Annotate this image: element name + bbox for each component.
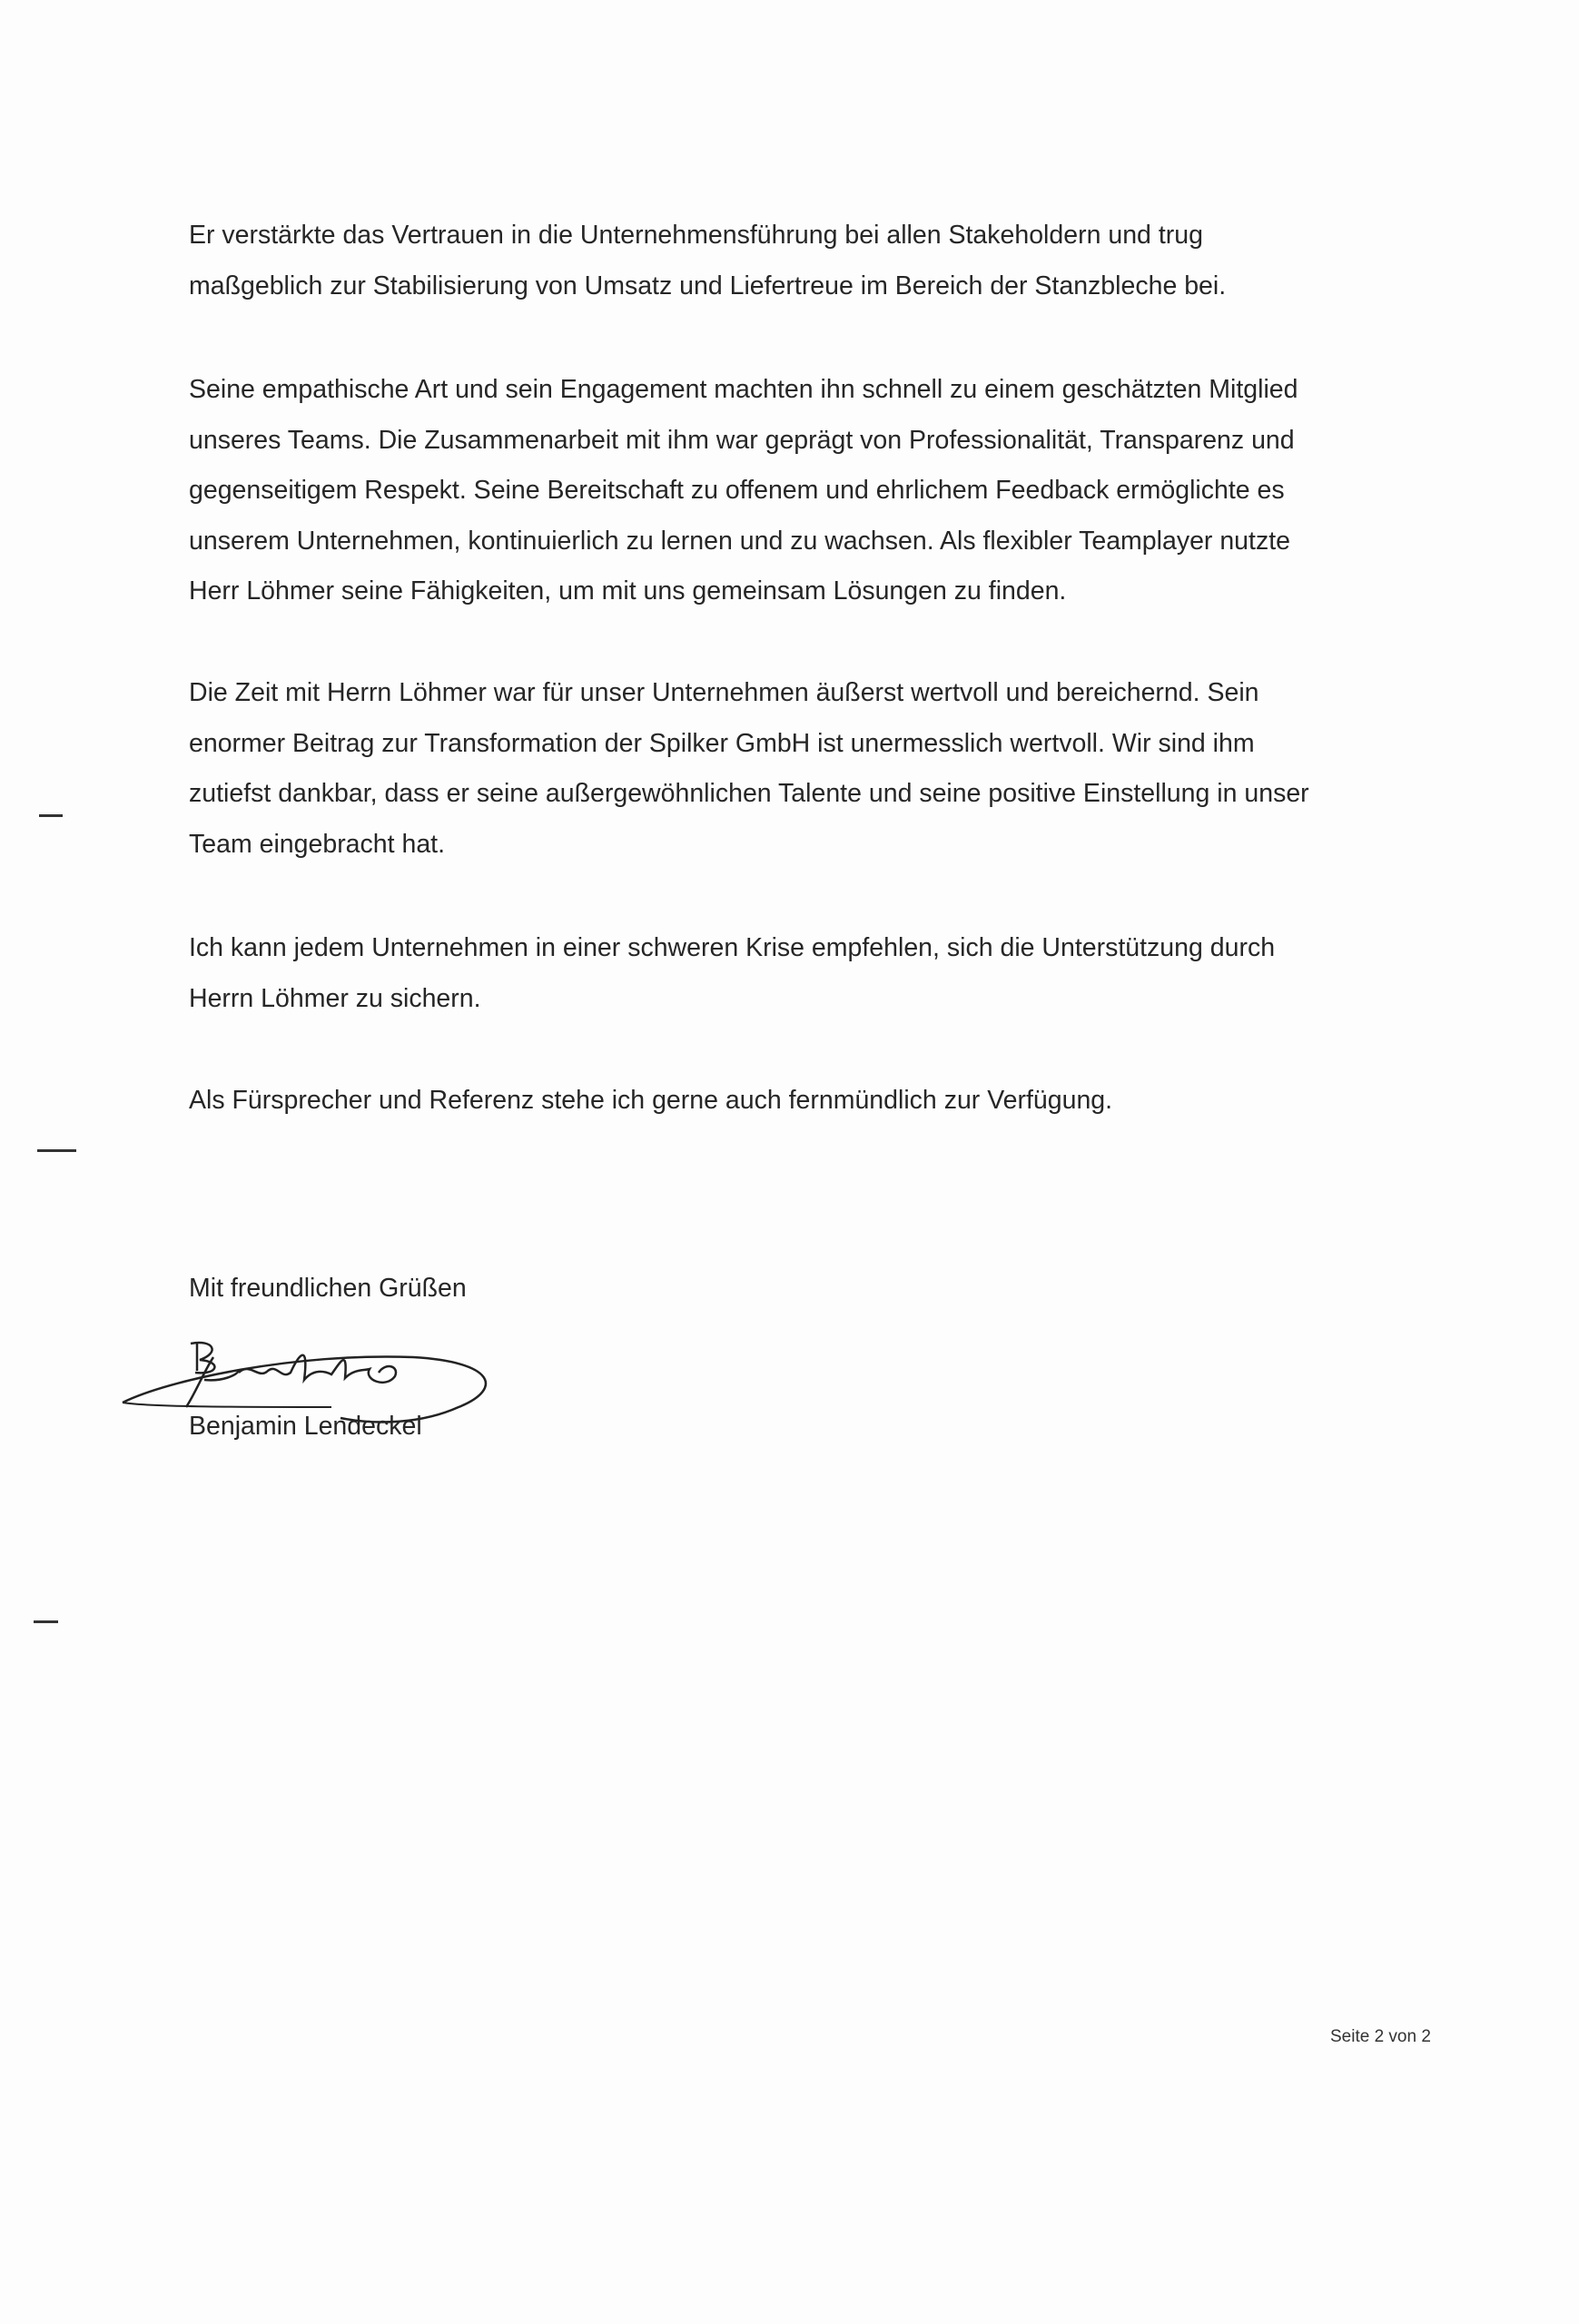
paragraph-5 (189, 1076, 1460, 1127)
signer-name: Benjamin Lendeckel (189, 1412, 422, 1441)
punch-mark (34, 1620, 58, 1623)
paragraph-3 (189, 668, 1460, 870)
paragraph-2 (189, 365, 1460, 617)
text-line: Als Fürsprecher und Referenz stehe ich gerne auch fernmündlich zur Verfügung. (189, 1086, 1113, 1115)
text-line: unserem Unternehmen, kontinuierlich zu lernen und zu wachsen. Als flexibler Teamplayer nutzte (189, 526, 1290, 556)
text-line: Seine empathische Art und sein Engagement machten ihn schnell zu einem geschätzten Mitglied (189, 375, 1298, 404)
text-line: maßgeblich zur Stabilisierung von Umsatz und Liefertreue im Bereich der Stanzbleche bei. (189, 271, 1227, 300)
fold-mark (39, 814, 63, 817)
closing: Mit freundlichen Grüßen (189, 1274, 467, 1303)
text-line: enormer Beitrag zur Transformation der Spilker GmbH ist unermesslich wertvoll. Wir sind ihm (189, 728, 1255, 758)
fold-mark (37, 1149, 76, 1152)
text-line: gegenseitigem Respekt. Seine Bereitschaft zu offenem und ehrlichem Feedback ermöglichte es (189, 476, 1285, 505)
page-number: Seite 2 von 2 (1330, 2027, 1431, 2046)
text-line: Er verstärkte das Vertrauen in die Unternehmensführung bei allen Stakeholdern und trug (189, 221, 1203, 250)
paragraph-4 (189, 923, 1460, 1024)
text-line: unseres Teams. Die Zusammenarbeit mit ihm war geprägt von Professionalität, Transparenz und (189, 425, 1295, 455)
paragraph-1 (189, 211, 1460, 311)
text-line: zutiefst dankbar, dass er seine außergewöhnlichen Talente und seine positive Einstellung in unser (189, 779, 1309, 808)
text-line: Ich kann jedem Unternehmen in einer schweren Krise empfehlen, sich die Unterstützung durch (189, 933, 1276, 962)
text-line: Die Zeit mit Herrn Löhmer war für unser Unternehmen äußerst wertvoll und bereichernd. Sein (189, 678, 1259, 707)
text-line: Team eingebracht hat. (189, 829, 446, 859)
text-line: Herrn Löhmer zu sichern. (189, 983, 481, 1013)
text-line: Herr Löhmer seine Fähigkeiten, um mit uns gemeinsam Lösungen zu finden. (189, 576, 1067, 606)
